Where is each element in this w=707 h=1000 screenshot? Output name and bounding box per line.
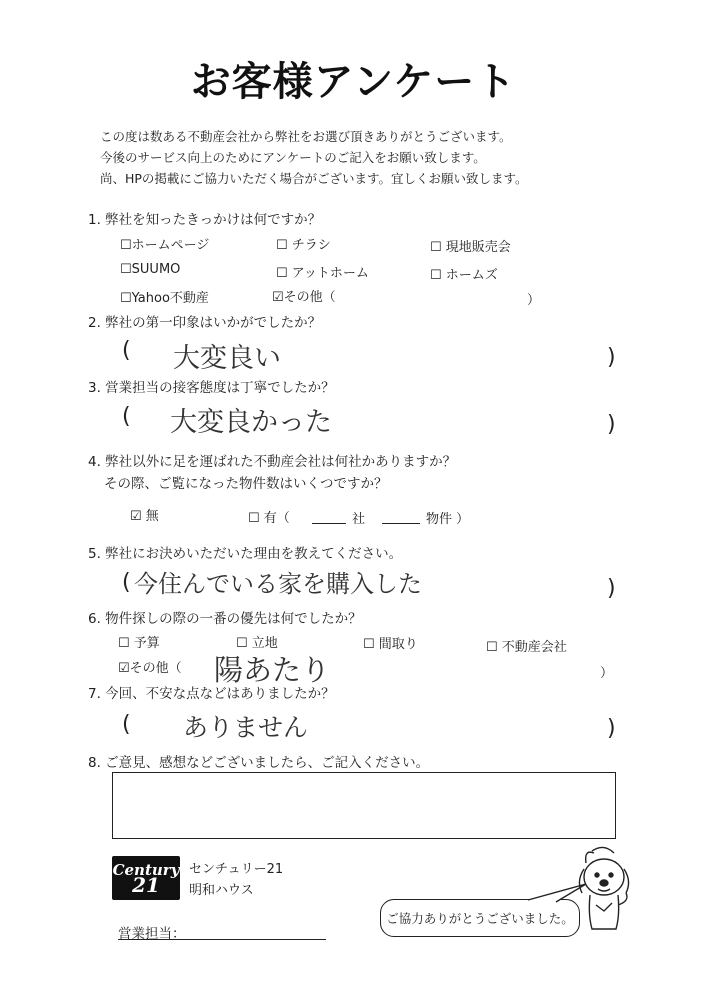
q1-option-flyer[interactable]: ☐ チラシ xyxy=(276,238,331,253)
q7-open-paren: ( xyxy=(122,712,131,737)
q3-close-paren: ) xyxy=(607,412,616,437)
q2-answer[interactable]: 大変良い xyxy=(173,343,281,374)
staff-label: 営業担当： xyxy=(118,926,186,942)
page-title: お客様アンケート xyxy=(190,59,517,105)
q6-option-other[interactable]: ☑その他（ xyxy=(118,661,182,676)
q7-close-paren: ) xyxy=(607,716,616,741)
q1-option-open-house[interactable]: ☐ 現地販売会 xyxy=(430,240,511,255)
q6-close-paren: ） xyxy=(600,666,614,681)
q5-close-paren: ) xyxy=(607,576,616,601)
q5-label: 5. 弊社にお決めいただいた理由を教えてください。 xyxy=(88,546,403,562)
q6-option-budget[interactable]: ☐ 予算 xyxy=(118,636,160,651)
q4-label-2: その際、ご覧になった物件数はいくつですか？ xyxy=(104,476,388,492)
century21-logo: Century 21 xyxy=(112,856,180,900)
q3-label: 3. 営業担当の接客態度は丁寧でしたか？ xyxy=(88,380,335,396)
q2-open-paren: ( xyxy=(122,338,131,363)
q3-answer[interactable]: 大変良かった xyxy=(170,407,332,438)
q4-label: 4. 弊社以外に足を運ばれた不動産会社は何社かありますか？ xyxy=(88,454,457,470)
q6-option-company[interactable]: ☐ 不動産会社 xyxy=(486,640,567,655)
q8-label: 8. ご意見、感想などございましたら、ご記入ください。 xyxy=(88,755,430,771)
q6-option-layout[interactable]: ☐ 間取り xyxy=(363,637,418,652)
q1-option-athome[interactable]: ☐ アットホーム xyxy=(276,266,369,281)
q1-option-suumo[interactable]: ☐SUUMO xyxy=(120,262,181,277)
q5-open-paren: ( xyxy=(122,570,131,595)
q1-option-homepage[interactable]: ☐ホームページ xyxy=(120,238,210,253)
company-name-2: 明和ハウス xyxy=(189,883,254,898)
comments-textarea[interactable] xyxy=(112,772,616,839)
dog-mascot-icon xyxy=(574,845,634,935)
q1-option-homes[interactable]: ☐ ホームズ xyxy=(430,268,498,283)
intro-line-3: 尚、HPの掲載にご協力いただく場合がございます。宜しくお願い致します。 xyxy=(100,171,528,186)
q6-label: 6. 物件探しの際の一番の優先は何でしたか？ xyxy=(88,611,362,627)
staff-name-line[interactable] xyxy=(118,939,326,940)
intro-line-1: この度は数ある不動産会社から弊社をお選び頂きありがとうございます。 xyxy=(100,129,512,144)
q1-option-yahoo[interactable]: ☐Yahoo不動産 xyxy=(120,291,209,306)
q7-answer[interactable]: ありません xyxy=(183,713,309,742)
q7-label: 7. 今回、不安な点などはありましたか？ xyxy=(88,686,335,702)
q4-option-none[interactable]: ☑ 無 xyxy=(130,509,159,524)
q3-open-paren: ( xyxy=(122,404,131,429)
q4-option-has[interactable]: ☐ 有（ xyxy=(248,511,290,526)
thanks-bubble: ご協力ありがとうございました。 xyxy=(380,899,580,937)
q4-companies-blank[interactable] xyxy=(312,523,346,524)
q4-properties-unit: 物件 ） xyxy=(426,512,470,527)
q1-option-other[interactable]: ☑その他（ xyxy=(272,290,336,305)
q6-option-location[interactable]: ☐ 立地 xyxy=(236,636,278,651)
q4-properties-blank[interactable] xyxy=(382,523,420,524)
q6-answer[interactable]: 陽あたり xyxy=(214,653,331,687)
q2-label: 2. 弊社の第一印象はいかがでしたか？ xyxy=(88,315,322,331)
company-name-1: センチュリー21 xyxy=(189,862,284,877)
q1-close-paren: ） xyxy=(527,293,541,308)
q1-label: 1. 弊社を知ったきっかけは何ですか？ xyxy=(88,212,322,228)
q4-companies-unit: 社 xyxy=(352,512,366,527)
q2-close-paren: ) xyxy=(607,345,616,370)
q5-answer[interactable]: 今住んでいる家を購入した xyxy=(134,570,422,598)
intro-line-2: 今後のサービス向上のためにアンケートのご記入をお願い致します。 xyxy=(100,150,486,165)
